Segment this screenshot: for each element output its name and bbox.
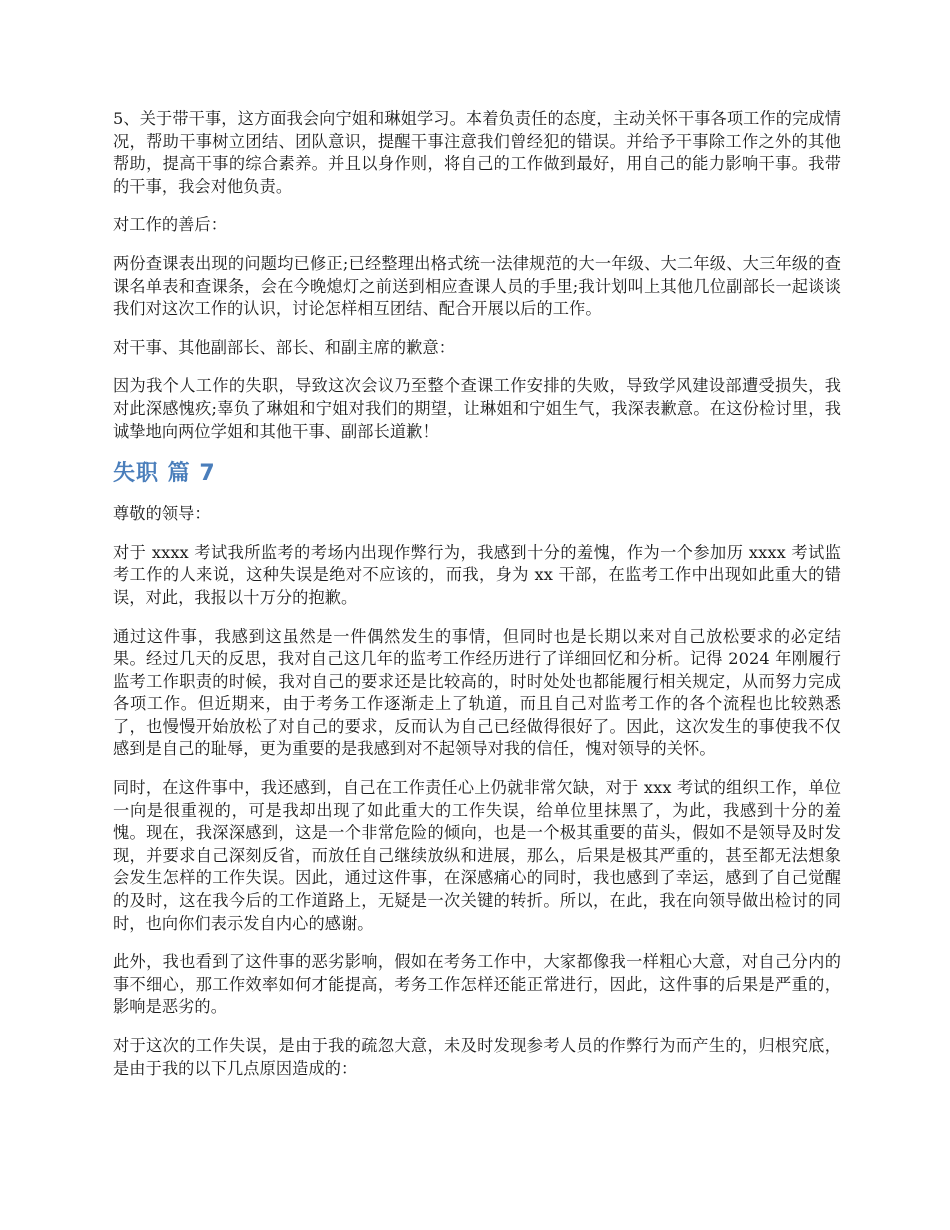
paragraph-aftermath-title: 对工作的善后：	[113, 215, 228, 235]
paragraph-cadre-guidance: 5、关于带干事，这方面我会向宁姐和琳姐学习。本着负责任的态度，主动关怀干事各项工作的完成情况，帮助干事树立团结、团队意识，提醒干事注意我们曾经犯的错误。并给予干事除工作之外的其他帮助，提高干事的综合素养。并且以身作则，将自己的工作做到最好，用自己的能力影响干事。我带的干事，我会对他负责。	[113, 109, 841, 196]
paragraph-aftermath-body: 两份查课表出现的问题均已修正;已经整理出格式统一法律规范的大一年级、大二年级、大三年级的查课名单表和查课条，会在今晚熄灯之前送到相应查课人员的手里;我计划叫上其他几位副部长一起谈谈我们对这次工作的认识，讨论怎样相互团结、配合开展以后的工作。	[113, 253, 841, 319]
paragraph-apology-title: 对干事、其他副部长、部长、和副主席的歉意：	[113, 337, 456, 357]
paragraph-apology-body: 因为我个人工作的失职，导致这次会议乃至整个查课工作安排的失败，导致学风建设部遭受损失，我对此深感愧疚;辜负了琳姐和宁姐对我们的期望，让琳姐和宁姐生气，我深表歉意。在这份检讨里，我诚挚地向两位学姐和其他干事、副部长道歉！	[113, 376, 841, 441]
paragraph-reflection: 通过这件事，我感到这虽然是一件偶然发生的事情，但同时也是长期以来对自己放松要求的必定结果。经过几天的反思，我对自己这几年的监考工作经历进行了详细回忆和分析。记得 2024 年刚履行监考工作职责的时候，我对自己的要求还是比较高的，时时处处也都能履行相关规定，从而努力完成各项工作。但近期来，由于考务工作逐渐走上了轨道，而且自己对监考工作的各个流程也比较熟悉了，也慢慢开始放松了对自己的要求，反而认为自己已经做得很好了。因此，这次发生的事使我不仅感到是自己的耻辱，更为重要的是我感到对不起领导对我的信任，愧对领导的关怀。	[113, 626, 841, 759]
paragraph-responsibility: 同时，在这件事中，我还感到，自己在工作责任心上仍就非常欠缺，对于 xxx 考试的组织工作，单位一向是很重视的，可是我却出现了如此重大的工作失误，给单位里抹黑了，为此，我感到十分的羞愧。现在，我深深感到，这是一个非常危险的倾向，也是一个极其重要的苗头，假如不是领导及时发现，并要求自己深刻反省，而放任自己继续放纵和进展，那么，后果是极其严重的，甚至都无法想象会发生怎样的工作失误。因此，通过这件事，在深感痛心的同时，我也感到了幸运，感到了自己觉醒的及时，这在我今后的工作道路上，无疑是一次关键的转折。所以，在此，我在向领导做出检讨的同时，也向你们表示发自内心的感谢。	[113, 778, 841, 933]
paragraph-impact: 此外，我也看到了这件事的恶劣影响，假如在考务工作中，大家都像我一样粗心大意，对自己分内的事不细心，那工作效率如何才能提高，考务工作怎样还能正常进行，因此，这件事的后果是严重的，影响是恶劣的。	[113, 952, 841, 1017]
paragraph-causes: 对于这次的工作失误，是由于我的疏忽大意，未及时发现参考人员的作弊行为而产生的，归根究底，是由于我的以下几点原因造成的：	[113, 1036, 841, 1078]
document-page	[113, 108, 841, 1096]
paragraph-exam-incident: 对于 xxxx 考试我所监考的考场内出现作弊行为，我感到十分的羞愧，作为一个参加历 xxxx 考试监考工作的人来说，这种失误是绝对不应该的，而我，身为 xx 干部，在监考工作中出现如此重大的错误，对此，我报以十万分的抱歉。	[113, 542, 841, 607]
section-heading: 失职 篇 7	[113, 461, 216, 487]
paragraph-salutation: 尊敬的领导：	[113, 504, 211, 524]
